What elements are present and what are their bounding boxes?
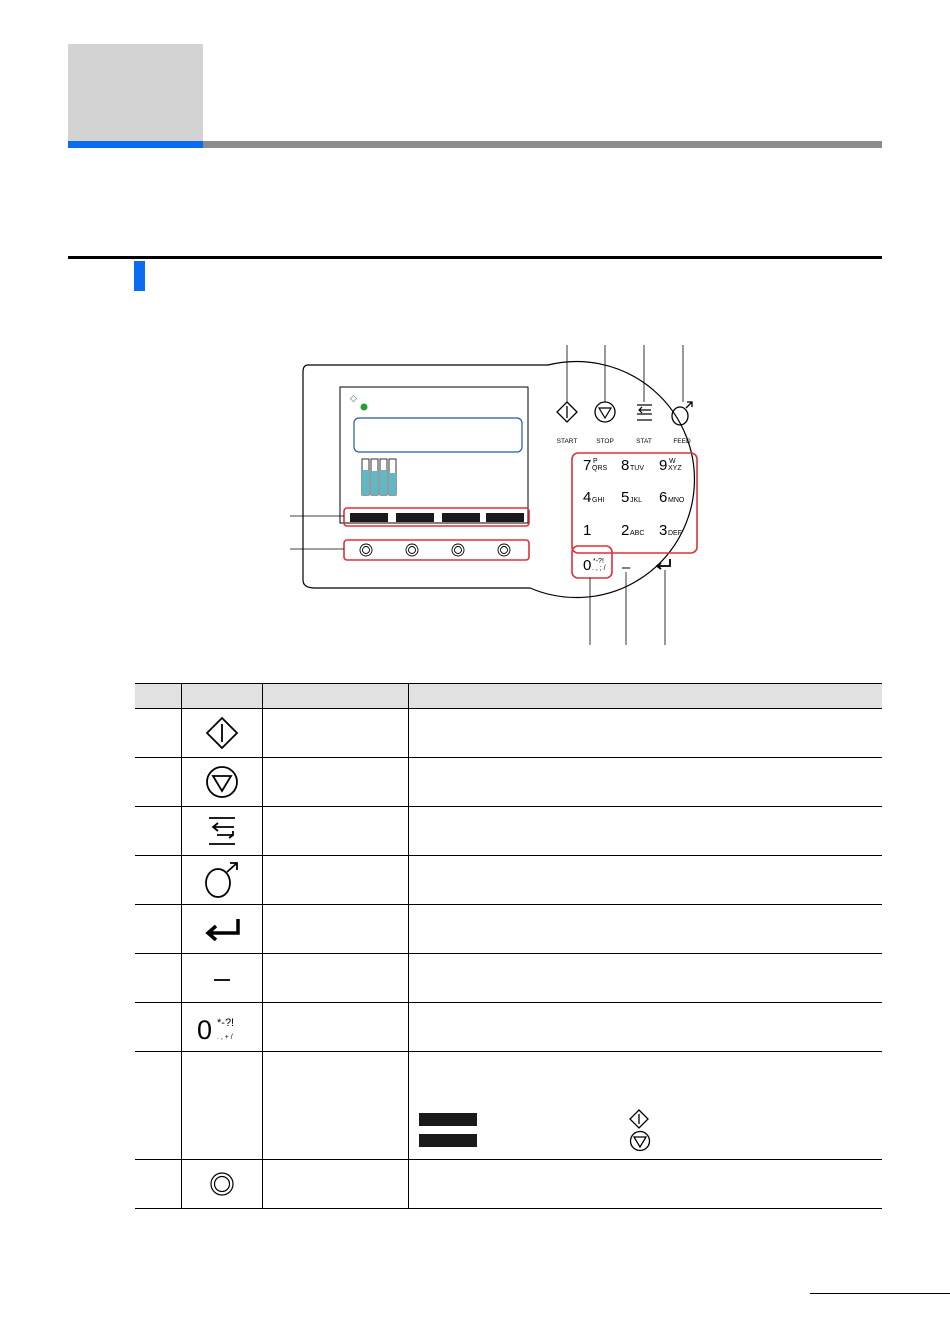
softkey-bar-1 xyxy=(419,1113,477,1126)
chapter-number-box xyxy=(68,44,203,142)
keypad-key-0[interactable]: 0 xyxy=(583,557,592,574)
zero-key-icon xyxy=(195,1010,249,1044)
svg-text:START: START xyxy=(556,438,578,445)
keypad-letters: DEF xyxy=(668,530,682,537)
header-description xyxy=(409,684,883,709)
keypad-letters-top: *-?! xyxy=(593,558,604,565)
lcd-screen xyxy=(340,387,528,523)
keypad-key-5[interactable]: 5 xyxy=(621,489,630,506)
stop-icon xyxy=(629,1130,651,1152)
keypad-key-3[interactable]: 3 xyxy=(659,522,668,539)
keypad-letters: XYZ xyxy=(668,465,682,472)
keypad-key-4[interactable]: 4 xyxy=(583,489,592,506)
feed-icon xyxy=(202,861,242,899)
table-row xyxy=(135,758,882,807)
keypad-letters: . , ; / xyxy=(592,565,606,572)
keypad-letters-top: P xyxy=(593,458,598,465)
table-row xyxy=(135,1003,882,1052)
keypad-key-7[interactable]: 7 xyxy=(583,457,592,474)
section-rule xyxy=(68,256,882,259)
keypad-letters: ABC xyxy=(630,530,645,537)
key-reference-table xyxy=(135,683,882,1209)
table-row xyxy=(135,905,882,954)
table-row xyxy=(135,1160,882,1209)
start-icon xyxy=(629,1109,649,1129)
chapter-rule xyxy=(203,141,882,148)
enter-key xyxy=(657,559,670,569)
keypad-letters-top: W xyxy=(669,458,676,465)
zero-key-highlight xyxy=(572,546,612,578)
svg-text:*-?!: *-?! xyxy=(217,1017,235,1029)
stop-key xyxy=(595,402,615,445)
keypad-key-1[interactable]: 1 xyxy=(583,522,592,539)
start-icon xyxy=(205,716,239,750)
keypad-letters: QRS xyxy=(592,465,608,472)
keypad-letters: GHI xyxy=(592,497,605,504)
keypad-letters: MNO xyxy=(668,497,685,504)
numeric-keypad xyxy=(583,457,685,574)
svg-text:. , + /: . , + / xyxy=(217,1034,233,1041)
keypad-letters: JKL xyxy=(630,497,643,504)
round-button-icon xyxy=(209,1171,235,1197)
table-row xyxy=(135,856,882,905)
stat-key xyxy=(636,405,652,445)
keypad-key-9[interactable]: 9 xyxy=(659,457,668,474)
svg-text:STOP: STOP xyxy=(596,438,614,445)
section-marker xyxy=(134,261,145,291)
table-row xyxy=(135,709,882,758)
round-buttons xyxy=(360,544,510,556)
stat-icon xyxy=(205,814,239,848)
table-row xyxy=(135,807,882,856)
start-key xyxy=(557,402,578,445)
feed-key xyxy=(672,402,692,445)
table-row xyxy=(135,954,882,1003)
keypad-key-2[interactable]: 2 xyxy=(621,522,630,539)
chapter-rule-accent xyxy=(68,141,203,148)
footer-rule xyxy=(810,1293,950,1294)
softkey-bar-2 xyxy=(419,1134,477,1147)
operation-panel-diagram xyxy=(290,340,770,650)
enter-icon xyxy=(202,917,242,941)
header-no xyxy=(135,684,182,709)
minus-icon xyxy=(211,968,233,988)
softkey-legend xyxy=(409,1113,882,1153)
header-icon xyxy=(182,684,263,709)
keypad-key-6[interactable]: 6 xyxy=(659,489,668,506)
svg-text:STAT: STAT xyxy=(636,438,652,445)
svg-text:0: 0 xyxy=(197,1015,213,1044)
keypad-letters: TUV xyxy=(630,465,644,472)
svg-text:FEED: FEED xyxy=(673,438,691,445)
table-header-row xyxy=(135,684,882,709)
lcd-start-icon: ◇ xyxy=(350,393,357,403)
header-name xyxy=(263,684,409,709)
minus-key: – xyxy=(622,559,631,576)
table-row xyxy=(135,1052,882,1160)
status-led xyxy=(361,404,368,411)
stop-icon xyxy=(205,765,239,799)
keypad-key-8[interactable]: 8 xyxy=(621,457,630,474)
